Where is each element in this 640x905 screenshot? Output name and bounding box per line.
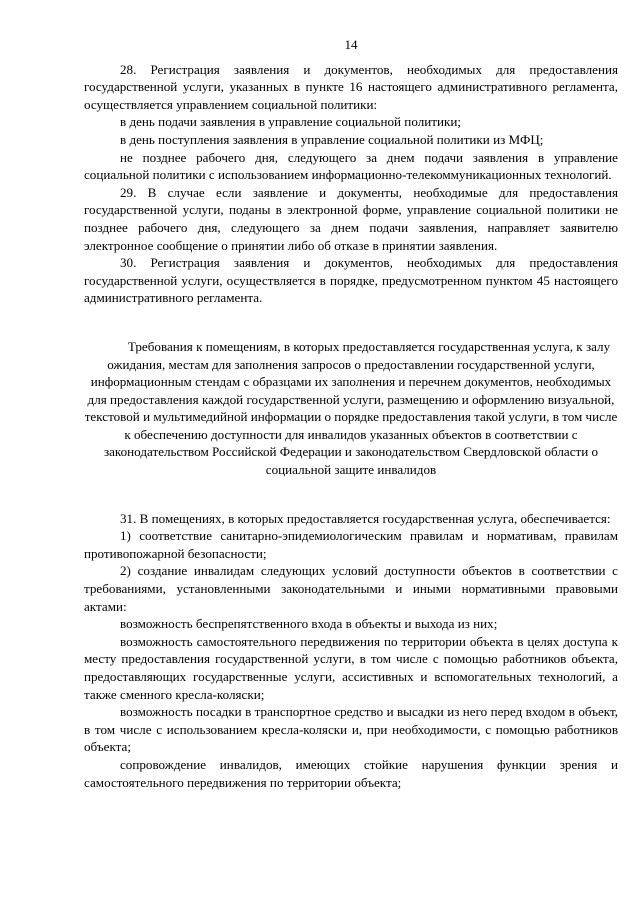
paragraph-31-item-2: 2) создание инвалидам следующих условий доступности объектов в соответствии с требованиями, установленными законодательными и иными нормативными правовыми актами: — [84, 563, 618, 614]
accessibility-item-entry: возможность беспрепятственного входа в объекты и выхода из них; — [120, 616, 498, 632]
paragraph-29: 29. В случае если заявление и документы, необходимые для предоставления государственной услуги, поданы в электронной форме, управление социальной политики не позднее рабочего дня, следующего за днем подачи заявления, направляет заявителю электронное сообщение о принятии либо об отказе в принятии заявления. — [84, 184, 618, 253]
accessibility-item-movement: возможность самостоятельного передвижения по территории объекта в целях доступа к месту предоставления государственной услуги, в том числе с помощью работников объекта, предоставляющих государственные услуги, ассистивных и вспомогательных технологий, а также сменного кресла-коляски; — [84, 633, 618, 702]
paragraph-28-item-2: в день поступления заявления в управление социальной политики из МФЦ; — [120, 131, 544, 147]
paragraph-28-item-3: не позднее рабочего дня, следующего за днем подачи заявления в управление социальной политики с использованием информационно-телекоммуникационных технологий. — [84, 149, 618, 183]
accessibility-item-transport: возможность посадки в транспортное средство и высадки из него перед входом в объект, в том числе с использованием кресла-коляски и, при необходимости, с помощью работников объекта; — [84, 704, 618, 755]
section-heading: Требования к помещениям, в которых предоставляется государственная услуга, к залу ожидания, местам для заполнения запросов о предоставлении государственной услуги, информационным стендам с образцами их заполнения и перечнем документов, необходимых для предоставления каждой государственной услуги, размещению и оформлению визуальной, текстовой и мультимедийной информации о порядке предоставления такой услуги, в том числе к обеспечению доступности для инвалидов указанных объектов в соответствии с законодательством Российской Федерации и законодательством Свердловской области о социальной защите инвалидов — [84, 338, 618, 478]
accessibility-item-escort: сопровождение инвалидов, имеющих стойкие нарушения функции зрения и самостоятельного передвижения по территории объекта; — [84, 756, 618, 790]
paragraph-31-item-1: 1) соответствие санитарно-эпидемиологическим правилам и нормативам, правилам противопожарной безопасности; — [84, 528, 618, 561]
paragraph-28: 28. Регистрация заявления и документов, необходимых для предоставления государственной услуги, указанных в пункте 16 настоящего административного регламента, осуществляется управлением социальной политики: — [84, 61, 618, 112]
document-page — [84, 36, 618, 791]
page-number: 14 — [344, 37, 358, 52]
paragraph-28-item-1: в день подачи заявления в управление социальной политики; — [120, 114, 461, 130]
paragraph-30: 30. Регистрация заявления и документов, необходимых для предоставления государственной услуги, осуществляется в порядке, предусмотренном пунктом 45 настоящего административного регламента. — [84, 255, 618, 306]
paragraph-31: 31. В помещениях, в которых предоставляется государственная услуга, обеспечивается: — [120, 510, 611, 526]
